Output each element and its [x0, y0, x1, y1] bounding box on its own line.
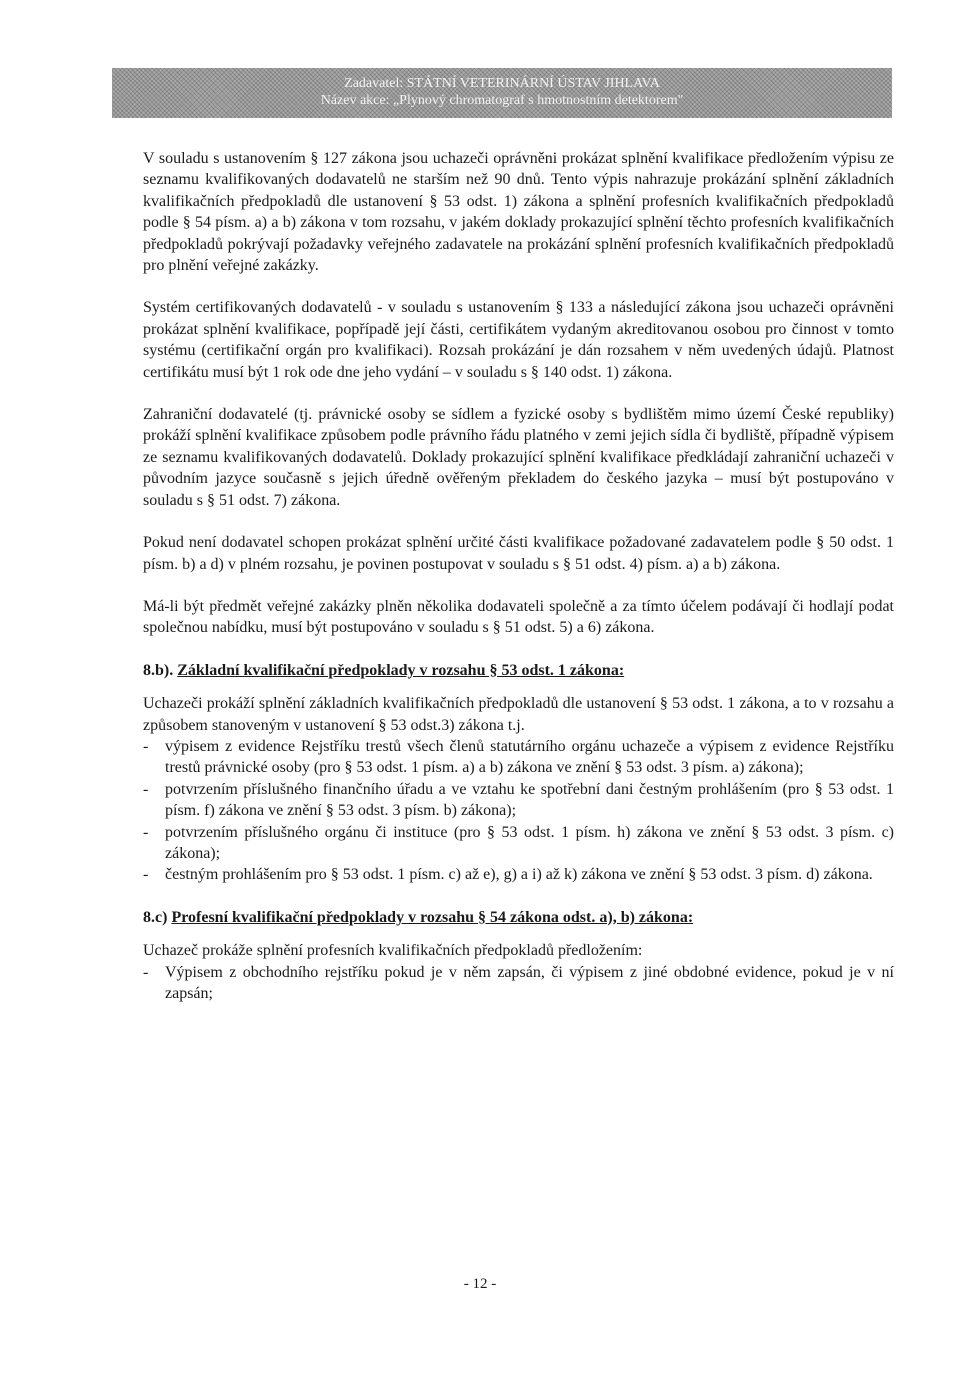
section-8b-list: [143, 736, 894, 886]
document-body: [143, 148, 894, 1025]
paragraph-certified-suppliers-system: Systém certifikovaných dodavatelů - v souladu s ustanovením § 133 a následující zákona jsou uchazeči oprávněni prokázat splnění kvalifikace, popřípadě její části, certifikátem vydaným akreditovanou osobou pro činnost v tomto systému (certifikační orgán pro kvalifikaci). Rozsah prokázání je dán rozsahem v něm uvedených údajů. Platnost certifikátu musí být 1 rok ode dne jeho vydání – v souladu s § 140 odst. 1) zákona.: [143, 299, 894, 381]
paragraph-joint-offer: Má-li být předmět veřejné zakázky plněn několika dodavateli společně a za tímto účelem podávají či hodlají podat společnou nabídku, musí být postupováno v souladu s § 51 odst. 5) a 6) zákona.: [143, 597, 894, 637]
section-8b-heading: [143, 660, 894, 681]
page-number: - 12 -: [463, 1276, 497, 1292]
header-banner: [112, 68, 892, 118]
list-item: - výpisem z evidence Rejstříku trestů všech členů statutárního orgánu uchazeče a výpisem z evidence Rejstříku trestů právnické osoby (pro § 53 odst. 1 písm. a) a b) zákona ve znění § 53 odst. 3 písm. a) zákona);: [143, 736, 894, 779]
list-item: - Výpisem z obchodního rejstříku pokud je v něm zapsán, či výpisem z jiné obdobné evidence, pokud je v ní zapsán;: [143, 962, 894, 1005]
section-8c-intro: Uchazeč prokáže splnění profesních kvalifikačních předpokladů předložením:: [143, 942, 643, 960]
paragraph-foreign-suppliers: Zahraniční dodavatelé (tj. právnické osoby se sídlem a fyzické osoby s bydlištěm mimo území České republiky) prokáží splnění kvalifikace způsobem podle právního řádu platného v zemi jejich sídla či bydliště, případně výpisem ze seznamu kvalifikovaných dodavatelů. Doklady prokazující splnění kvalifikace předkládají zahraniční uchazeči v původním jazyce současně s jejich úředně ověřeným překladem do českého jazyka – musí být postupováno v souladu s § 51 odst. 7) zákona.: [143, 406, 894, 509]
section-8c-number: 8.c): [143, 908, 168, 926]
section-8c-heading: [143, 907, 894, 928]
header-project-name: Název akce: „Plynový chromatograf s hmotnostním detektorem": [320, 93, 684, 108]
section-8b-intro: Uchazeči prokáží splnění základních kvalifikačních předpokladů dle ustanovení § 53 odst. 1 zákona, a to v rozsahu a způsobem stanoveným v ustanovení § 53 odst.3) zákona t.j.: [143, 695, 894, 734]
list-item: - potvrzením příslušného finančního úřadu a ve vztahu ke spotřební dani čestným prohlášením (pro § 53 odst. 1 písm. f) zákona ve znění § 53 odst. 3 písm. b) zákona);: [143, 779, 894, 822]
paragraph-qualified-suppliers-list: V souladu s ustanovením § 127 zákona jsou uchazeči oprávněni prokázat splnění kvalifikace předložením výpisu ze seznamu kvalifikovaných dodavatelů ne starším než 90 dnů. Tento výpis nahrazuje prokázání splnění základních kvalifikačních předpokladů dle ustanovení § 53 odst. 1) zákona a splnění profesních kvalifikačních předpokladů podle § 54 písm. a) a b) zákona v tom rozsahu, v jakém doklady prokazující splnění těchto profesních kvalifikačních předpokladů pokrývají požadavky veřejného zadavatele na prokázání splnění profesních kvalifikačních předpokladů pro plnění veřejné zakázky.: [143, 150, 894, 275]
section-8b-number: 8.b).: [143, 661, 174, 679]
paragraph-partial-qualification: Pokud není dodavatel schopen prokázat splnění určité části kvalifikace požadované zadavatelem podle § 50 odst. 1 písm. b) a d) v plném rozsahu, je povinen postupovat v souladu s § 51 odst. 4) písm. a) a b) zákona.: [143, 534, 894, 573]
list-item: - čestným prohlášením pro § 53 odst. 1 písm. c) až e), g) a i) až k) zákona ve znění § 53 odst. 3 písm. d) zákona.: [143, 864, 894, 885]
section-8b-title: Základní kvalifikační předpoklady v rozsahu § 53 odst. 1 zákona:: [177, 661, 625, 679]
list-item: - potvrzením příslušného orgánu či instituce (pro § 53 odst. 1 písm. h) zákona ve znění § 53 odst. 3 písm. c) zákona);: [143, 822, 894, 865]
section-8c-list: [143, 962, 894, 1005]
header-contracting-authority: Zadavatel: STÁTNÍ VETERINÁRNÍ ÚSTAV JIHLAVA: [344, 76, 660, 91]
section-8c-title: Profesní kvalifikační předpoklady v rozsahu § 54 zákona odst. a), b) zákona:: [171, 908, 694, 926]
